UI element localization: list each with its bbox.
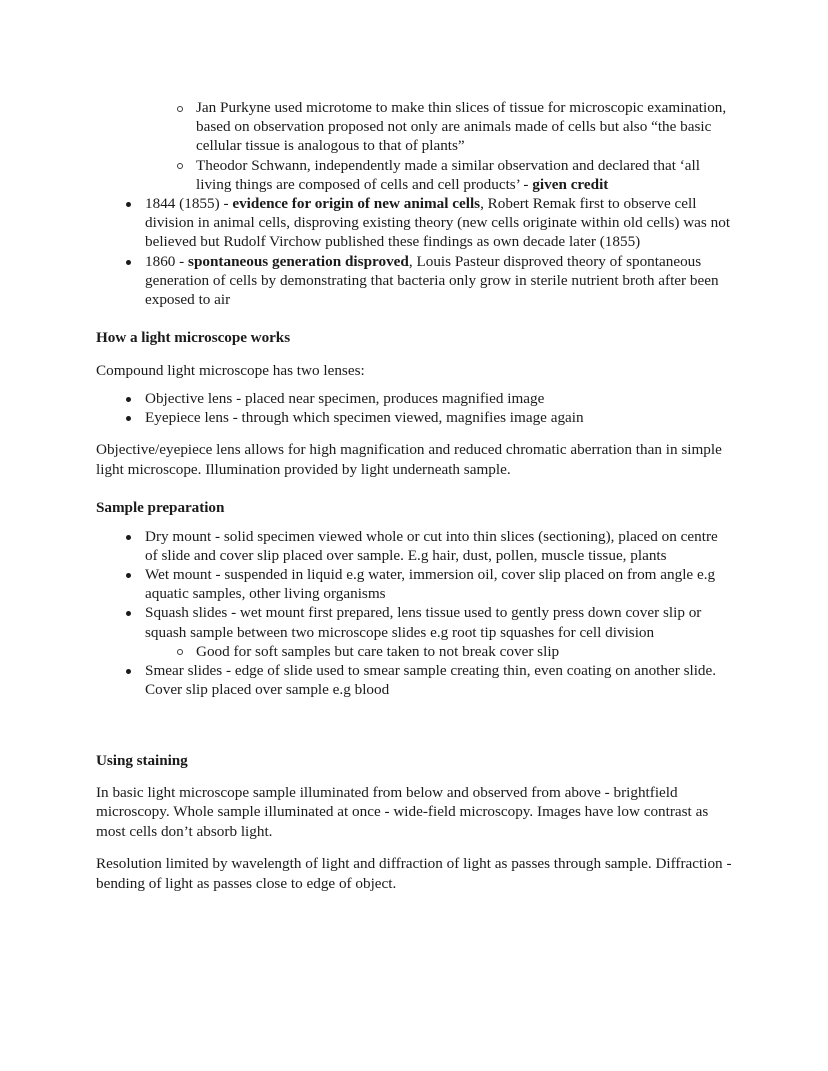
- paragraph: In basic light microscope sample illuminated from below and observed from above - brightfield microscopy. Whole sample illuminated at once - wide-field microscopy. Images have low contrast as most cells don’t absorb light.: [96, 783, 709, 840]
- list-item-text: Objective lens - placed near specimen, produces magnified image: [145, 390, 545, 408]
- list-item: [96, 565, 732, 603]
- list-item-text: Smear slides - edge of slide used to smear sample creating thin, even coating on another slide. Cover slip placed over sample e.g blood: [145, 662, 717, 699]
- section-heading: How a light microscope works: [96, 329, 291, 347]
- list-item: [96, 98, 732, 156]
- list-item: [96, 527, 732, 565]
- list-item-text: Eyepiece lens - through which specimen viewed, magnifies image again: [145, 409, 584, 427]
- list-item: [96, 194, 732, 252]
- vertical-spacer: [96, 348, 732, 361]
- list-item-text: Dry mount - solid specimen viewed whole or cut into thin slices (sectioning), placed on centre of slide and cover slip placed over sample. E.g hair, dust, pollen, muscle tissue, plants: [145, 527, 718, 564]
- list-item: [96, 603, 732, 661]
- vertical-spacer: [96, 770, 732, 783]
- vertical-spacer: [96, 841, 732, 854]
- list-item-text: Theodor Schwann, independently made a similar observation and declared that ‘all living things are composed of cells and cell products’ - given credit: [196, 156, 700, 193]
- vertical-spacer: [96, 380, 732, 389]
- emphasis-text: evidence for origin of new animal cells: [232, 195, 481, 213]
- paragraph: Resolution limited by wavelength of light and diffraction of light as passes through sample. Diffraction - bending of light as passes close to edge of object.: [96, 855, 732, 892]
- section-heading: Sample preparation: [96, 499, 225, 517]
- nested-bullet-list: [96, 98, 732, 194]
- vertical-spacer: [96, 700, 732, 751]
- list-item-text: Squash slides - wet mount first prepared, lens tissue used to gently press down cover slip or squash sample between two microscope slides e.g root tip squashes for cell division: [145, 604, 702, 641]
- bullet-list: [96, 194, 732, 309]
- vertical-spacer: [96, 518, 732, 527]
- bullet-list: [96, 389, 732, 427]
- vertical-spacer: [96, 479, 732, 498]
- vertical-spacer: [96, 427, 732, 440]
- paragraph: Objective/eyepiece lens allows for high magnification and reduced chromatic aberration than in simple light microscope. Illumination provided by light underneath sample.: [96, 441, 722, 478]
- list-item-text: 1860 - spontaneous generation disproved, Louis Pasteur disproved theory of spontaneous generation of cells by demonstrating that bacteria only grow in sterile nutrient broth after been exposed to air: [145, 252, 719, 309]
- list-item: [96, 408, 732, 427]
- document-body: [96, 98, 732, 893]
- emphasis-text: spontaneous generation disproved: [188, 252, 409, 270]
- emphasis-text: given credit: [532, 175, 609, 193]
- list-item-text: Wet mount - suspended in liquid e.g water, immersion oil, cover slip placed on from angle e.g aquatic samples, other living organisms: [145, 566, 716, 603]
- vertical-spacer: [96, 309, 732, 328]
- paragraph: Compound light microscope has two lenses:: [96, 361, 365, 379]
- list-item: [96, 389, 732, 408]
- list-item: [96, 156, 732, 194]
- list-item: [96, 252, 732, 310]
- nested-bullet-list: [145, 642, 732, 661]
- bullet-list: [96, 527, 732, 700]
- list-item-text: 1844 (1855) - evidence for origin of new animal cells, Robert Remak first to observe cell division in animal cells, disproving existing theory (new cells originate within old cells) was not believed but Rudolf Virchow published these findings as own decade later (1855): [145, 195, 731, 251]
- section-heading: Using staining: [96, 751, 188, 769]
- list-item-text: Jan Purkyne used microtome to make thin slices of tissue for microscopic examination, based on observation proposed not only are animals made of cells but also “the basic cellular tissue is analogous to that of plants”: [196, 99, 727, 155]
- list-item: [96, 661, 732, 699]
- list-item-text: Good for soft samples but care taken to not break cover slip: [196, 642, 560, 660]
- list-item: [145, 642, 732, 661]
